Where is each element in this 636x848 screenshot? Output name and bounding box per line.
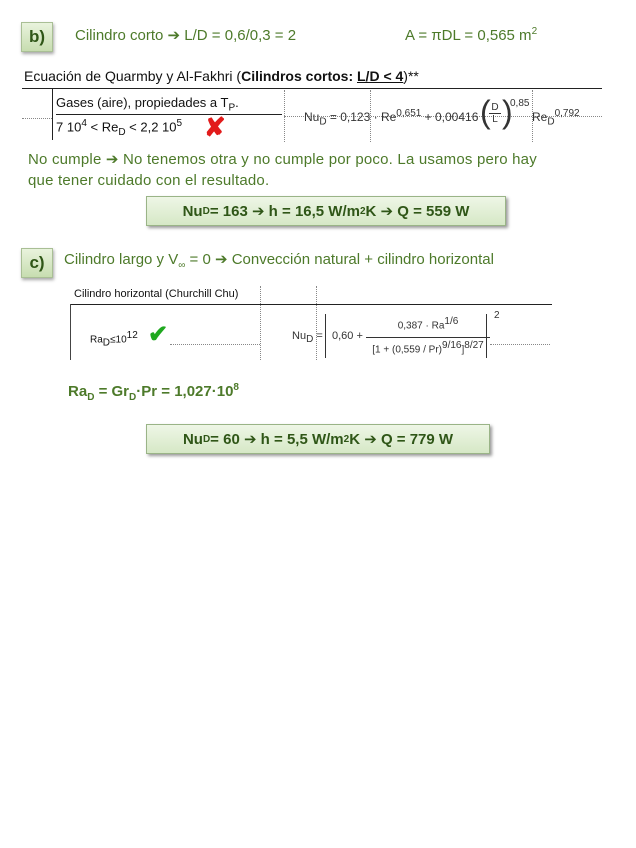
section-b-badge: b) [21,22,53,52]
quarmby-condition-1: Gases (aire), propiedades a $T_P$. [56,95,239,114]
fraction-d-over-l: D L [489,102,501,125]
rayleigh-line: $Ra_D = Gr_D\cdot Pr = 1,027\cdot 10^8$ [68,382,239,403]
section-c-title: Cilindro largo y $V_\infty = 0$ ➔ Convección natural + cilindro horizontal [64,251,494,271]
paren-right: ) [502,94,513,130]
quarmby-condition-2: 7 $10^4 < Re_D < 2,2$ $10^5$ [56,118,183,138]
section-c-badge: c) [21,248,53,278]
area-formula: A = πDL = 0,565 $m^2$ [405,26,538,44]
churchill-nu: $Nu_D$ = [292,330,323,346]
quarmby-formula: $Nu_D = 0,123 \cdot Re^{0,651} + 0,00416$ [304,108,479,128]
result-box-b: Nu D = 163 ➔ h = 16,5 W/m 2 K ➔ Q = 559 W [146,196,506,226]
dotted-line [490,344,550,345]
churchill-fraction: $0,387 \cdot Ra^{1/6}$ $[1 + (0,559 / Pr)^{9/16}]^{8/27}$ [366,316,490,356]
note-line-1: No cumple ➔ No tenemos otra y no cumple por poco. La usamos pero hay [28,151,537,168]
quarmby-heading: Ecuación de Quarmby y Al-Fakhri (Cilindros cortos: L/D < 4)** [24,68,419,84]
churchill-constant: 0,60 + [332,330,363,342]
note-line-2: que tener cuidado con el resultado. [28,172,270,189]
churchill-condition: $Ra_D\le 10^{12}$ [90,330,138,349]
arrow-icon: ➔ [167,27,181,44]
bracket-right [486,314,487,358]
quarmby-formula-tail: $Re_D^{0,792}$ [532,108,580,128]
section-b-title: Cilindro corto ➔ L/D = 0,6/0,3 = 2 [75,27,297,44]
table-left-border [52,88,53,140]
row-separator [56,114,282,115]
churchill-heading: Cilindro horizontal (Churchill Chu) [74,288,239,300]
dotted-separator [260,286,261,360]
dotted-line [22,118,52,119]
table-divider [22,88,602,89]
fail-x-icon: ✘ [204,112,226,142]
table-divider [70,304,552,305]
result-box-c: Nu D = 60 ➔ h = 5,5 W/m 2 K ➔ Q = 779 W [146,424,490,454]
quarmby-table [22,64,602,144]
dotted-separator [316,286,317,360]
outer-exponent: 2 [494,310,500,321]
dotted-line [170,344,260,345]
churchill-table [70,284,552,364]
ok-check-icon: ✔ [148,321,169,348]
table-left-border [70,304,71,360]
bracket-left [325,314,326,358]
paren-left: ( [480,94,491,130]
exponent: 0,85 [510,98,530,109]
